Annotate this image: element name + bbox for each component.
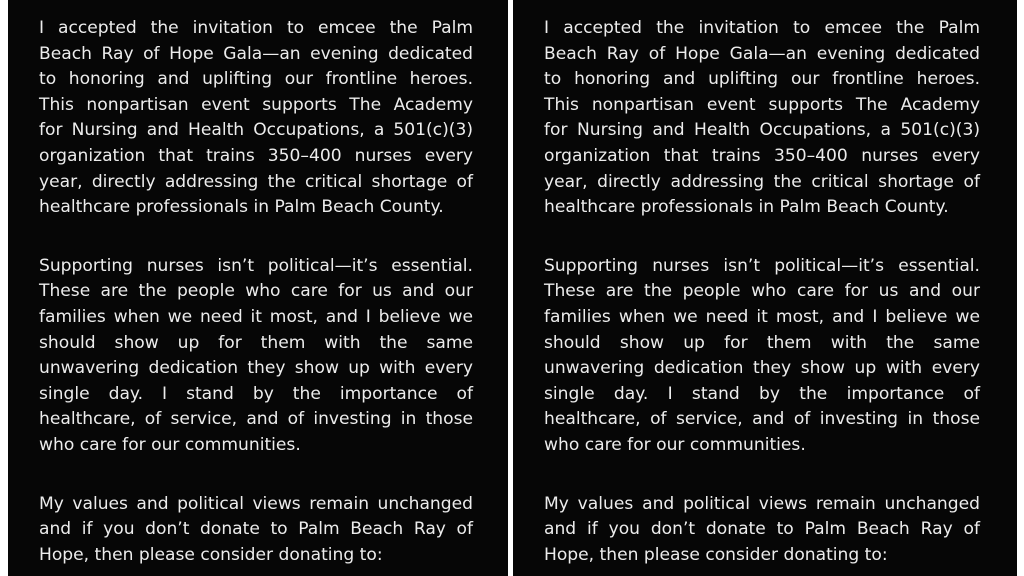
statement-panel-left xyxy=(8,0,508,576)
paragraph-supporting-nurses xyxy=(39,254,473,459)
text-line: My values and political views remain unchanged xyxy=(39,493,473,514)
text-line: to honoring and uplifting our frontline heroes. xyxy=(39,69,473,90)
text-line: healthcare, of service, and of investing in those xyxy=(544,409,980,430)
text-line: for Nursing and Health Occupations, a 501(c)(3) xyxy=(39,120,473,141)
text-line: organization that trains 350–400 nurses every xyxy=(39,145,473,166)
text-line: I accepted the invitation to emcee the Palm xyxy=(39,18,473,38)
paragraph-values xyxy=(544,492,980,569)
paragraph-values xyxy=(39,492,473,569)
text-line: who care for our communities. xyxy=(39,434,301,455)
text-line: healthcare professionals in Palm Beach County. xyxy=(544,197,949,218)
text-line: single day. I stand by the importance of xyxy=(39,383,473,404)
text-line: Supporting nurses isn’t political—it’s essential. xyxy=(544,255,980,276)
statement-text xyxy=(544,16,980,568)
text-line: These are the people who care for us and our xyxy=(544,281,980,302)
text-line: and if you don’t donate to Palm Beach Ray of xyxy=(39,519,473,540)
text-line: for Nursing and Health Occupations, a 501(c)(3) xyxy=(544,120,980,141)
text-line: These are the people who care for us and our xyxy=(39,281,473,302)
text-line: This nonpartisan event supports The Academy xyxy=(39,94,473,115)
text-line: This nonpartisan event supports The Academy xyxy=(544,94,980,115)
text-line: who care for our communities. xyxy=(544,434,806,455)
text-line: organization that trains 350–400 nurses every xyxy=(544,145,980,166)
text-line: healthcare, of service, and of investing in those xyxy=(39,409,473,430)
text-line: My values and political views remain unchanged xyxy=(544,493,980,514)
text-line: Hope, then please consider donating to: xyxy=(39,544,383,565)
text-line: families when we need it most, and I believe we xyxy=(39,306,473,327)
text-line: unwavering dedication they show up with every xyxy=(544,358,980,379)
text-line: healthcare professionals in Palm Beach County. xyxy=(39,197,444,218)
paragraph-supporting-nurses xyxy=(544,254,980,459)
text-line: to honoring and uplifting our frontline heroes. xyxy=(544,69,980,90)
statement-panel-right xyxy=(513,0,1017,576)
text-line: Beach Ray of Hope Gala—an evening dedicated xyxy=(544,43,980,64)
text-line: year, directly addressing the critical shortage of xyxy=(544,171,980,192)
paragraph-invitation xyxy=(39,16,473,221)
text-line: Hope, then please consider donating to: xyxy=(544,544,888,565)
text-line: unwavering dedication they show up with every xyxy=(39,358,473,379)
text-line: single day. I stand by the importance of xyxy=(544,383,980,404)
text-line: Supporting nurses isn’t political—it’s essential. xyxy=(39,255,473,276)
text-line: Beach Ray of Hope Gala—an evening dedicated xyxy=(39,43,473,64)
text-line: should show up for them with the same xyxy=(39,332,473,353)
text-line: year, directly addressing the critical shortage of xyxy=(39,171,473,192)
text-line: and if you don’t donate to Palm Beach Ray of xyxy=(544,519,980,540)
text-line: should show up for them with the same xyxy=(544,332,980,353)
text-line: families when we need it most, and I believe we xyxy=(544,306,980,327)
statement-text xyxy=(39,16,473,568)
text-line: I accepted the invitation to emcee the Palm xyxy=(544,18,980,38)
paragraph-invitation xyxy=(544,16,980,221)
